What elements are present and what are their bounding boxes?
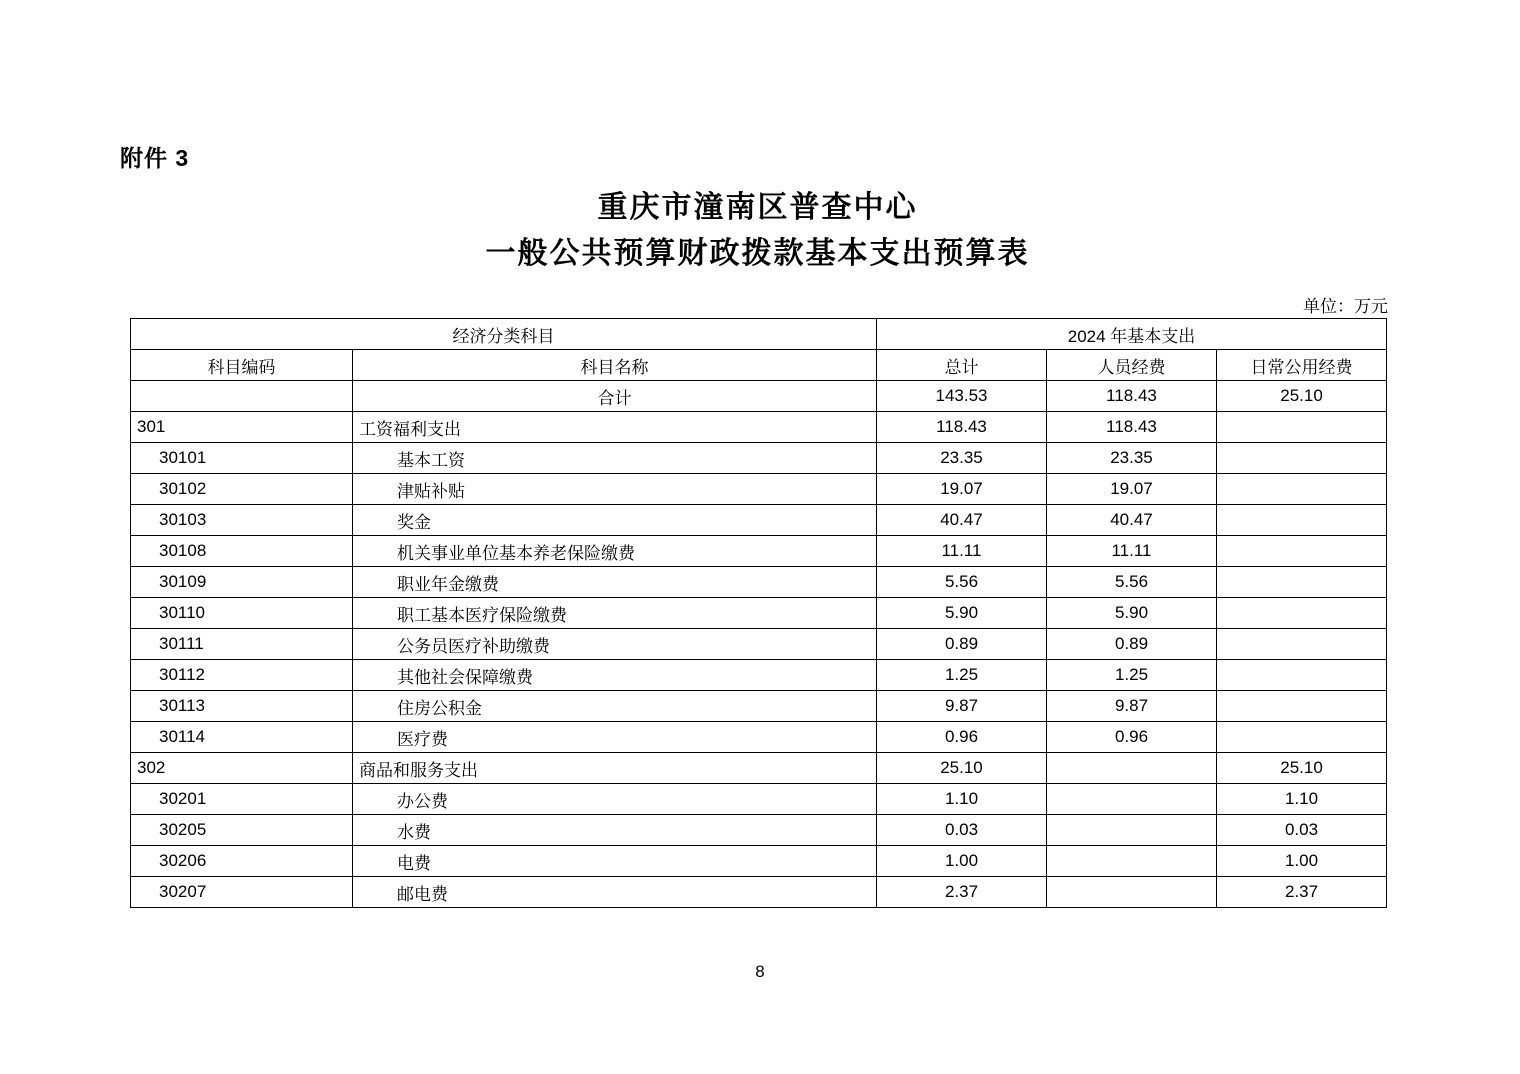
table-row (131, 598, 1387, 629)
cell-personnel (1047, 846, 1217, 877)
group-header-economic-classification: 经济分类科目 (131, 319, 877, 350)
cell-personnel (1047, 877, 1217, 908)
cell-name: 职工基本医疗保险缴费 (353, 598, 877, 629)
table-body (131, 381, 1387, 908)
table-header (131, 319, 1387, 381)
cell-personnel (1047, 753, 1217, 784)
cell-personnel: 23.35 (1047, 443, 1217, 474)
cell-personnel: 40.47 (1047, 505, 1217, 536)
cell-daily (1217, 629, 1387, 660)
cell-name: 奖金 (353, 505, 877, 536)
cell-name: 电费 (353, 846, 877, 877)
table-row (131, 753, 1387, 784)
cell-name: 津贴补贴 (353, 474, 877, 505)
cell-personnel: 1.25 (1047, 660, 1217, 691)
cell-daily: 1.10 (1217, 784, 1387, 815)
cell-daily: 25.10 (1217, 753, 1387, 784)
cell-name: 合计 (353, 381, 877, 412)
table-row (131, 443, 1387, 474)
column-header-personnel: 人员经费 (1047, 350, 1217, 381)
cell-name: 水费 (353, 815, 877, 846)
cell-total: 5.56 (877, 567, 1047, 598)
page-title-line-1: 重庆市潼南区普查中心 (597, 190, 918, 225)
cell-code: 30103 (131, 505, 353, 536)
page-number: 8 (755, 962, 765, 981)
table-row (131, 691, 1387, 722)
cell-code: 30109 (131, 567, 353, 598)
table-row (131, 722, 1387, 753)
cell-code: 30101 (131, 443, 353, 474)
cell-total: 5.90 (877, 598, 1047, 629)
cell-daily (1217, 660, 1387, 691)
cell-daily: 1.00 (1217, 846, 1387, 877)
cell-code: 30114 (131, 722, 353, 753)
cell-name: 邮电费 (353, 877, 877, 908)
cell-code: 30201 (131, 784, 353, 815)
cell-personnel: 118.43 (1047, 412, 1217, 443)
cell-daily (1217, 474, 1387, 505)
cell-total: 0.03 (877, 815, 1047, 846)
cell-code: 30112 (131, 660, 353, 691)
cell-code: 30108 (131, 536, 353, 567)
table-row (131, 784, 1387, 815)
cell-personnel: 118.43 (1047, 381, 1217, 412)
cell-code: 30205 (131, 815, 353, 846)
cell-total: 9.87 (877, 691, 1047, 722)
cell-daily (1217, 567, 1387, 598)
cell-total: 1.25 (877, 660, 1047, 691)
unit-note: 单位：万元 (1303, 297, 1388, 316)
cell-total: 0.96 (877, 722, 1047, 753)
table-row (131, 629, 1387, 660)
cell-name: 工资福利支出 (353, 412, 877, 443)
table-group-header-row (131, 319, 1387, 350)
budget-table (130, 318, 1387, 908)
cell-daily (1217, 722, 1387, 753)
cell-total: 118.43 (877, 412, 1047, 443)
page-title-line-2: 一般公共预算财政拨款基本支出预算表 (485, 236, 1030, 271)
cell-daily: 25.10 (1217, 381, 1387, 412)
cell-daily (1217, 598, 1387, 629)
document-title-block (130, 185, 1385, 277)
cell-code: 30206 (131, 846, 353, 877)
cell-personnel: 0.96 (1047, 722, 1217, 753)
cell-total: 0.89 (877, 629, 1047, 660)
cell-code: 30111 (131, 629, 353, 660)
table-row (131, 412, 1387, 443)
cell-daily (1217, 691, 1387, 722)
table-row (131, 815, 1387, 846)
cell-name: 商品和服务支出 (353, 753, 877, 784)
table-column-header-row (131, 350, 1387, 381)
cell-name: 医疗费 (353, 722, 877, 753)
cell-name: 办公费 (353, 784, 877, 815)
cell-code: 30113 (131, 691, 353, 722)
cell-code (131, 381, 353, 412)
cell-personnel: 0.89 (1047, 629, 1217, 660)
cell-total: 1.10 (877, 784, 1047, 815)
cell-total: 19.07 (877, 474, 1047, 505)
cell-name: 其他社会保障缴费 (353, 660, 877, 691)
table-row (131, 536, 1387, 567)
cell-total: 11.11 (877, 536, 1047, 567)
cell-personnel: 19.07 (1047, 474, 1217, 505)
cell-code: 30102 (131, 474, 353, 505)
cell-name: 职业年金缴费 (353, 567, 877, 598)
cell-daily (1217, 443, 1387, 474)
cell-name: 住房公积金 (353, 691, 877, 722)
cell-code: 302 (131, 753, 353, 784)
cell-name: 公务员医疗补助缴费 (353, 629, 877, 660)
table-row (131, 846, 1387, 877)
table-row-total (131, 381, 1387, 412)
cell-personnel (1047, 815, 1217, 846)
column-header-total: 总计 (877, 350, 1047, 381)
cell-total: 25.10 (877, 753, 1047, 784)
cell-total: 23.35 (877, 443, 1047, 474)
cell-code: 30207 (131, 877, 353, 908)
cell-daily: 2.37 (1217, 877, 1387, 908)
cell-personnel: 5.90 (1047, 598, 1217, 629)
table-row (131, 567, 1387, 598)
cell-personnel (1047, 784, 1217, 815)
cell-daily (1217, 412, 1387, 443)
cell-total: 40.47 (877, 505, 1047, 536)
cell-daily (1217, 536, 1387, 567)
cell-personnel: 9.87 (1047, 691, 1217, 722)
cell-personnel: 5.56 (1047, 567, 1217, 598)
cell-code: 30110 (131, 598, 353, 629)
table-row (131, 877, 1387, 908)
cell-name: 基本工资 (353, 443, 877, 474)
table-row (131, 505, 1387, 536)
cell-daily (1217, 505, 1387, 536)
cell-total: 1.00 (877, 846, 1047, 877)
cell-total: 2.37 (877, 877, 1047, 908)
cell-daily: 0.03 (1217, 815, 1387, 846)
cell-name: 机关事业单位基本养老保险缴费 (353, 536, 877, 567)
cell-personnel: 11.11 (1047, 536, 1217, 567)
cell-code: 301 (131, 412, 353, 443)
attachment-label: 附件 3 (120, 145, 190, 171)
column-header-code: 科目编码 (131, 350, 353, 381)
column-header-daily: 日常公用经费 (1217, 350, 1387, 381)
table-row (131, 474, 1387, 505)
cell-total: 143.53 (877, 381, 1047, 412)
column-header-name: 科目名称 (353, 350, 877, 381)
table-row (131, 660, 1387, 691)
group-header-basic-expenditure-2024: 2024 年基本支出 (877, 319, 1387, 350)
